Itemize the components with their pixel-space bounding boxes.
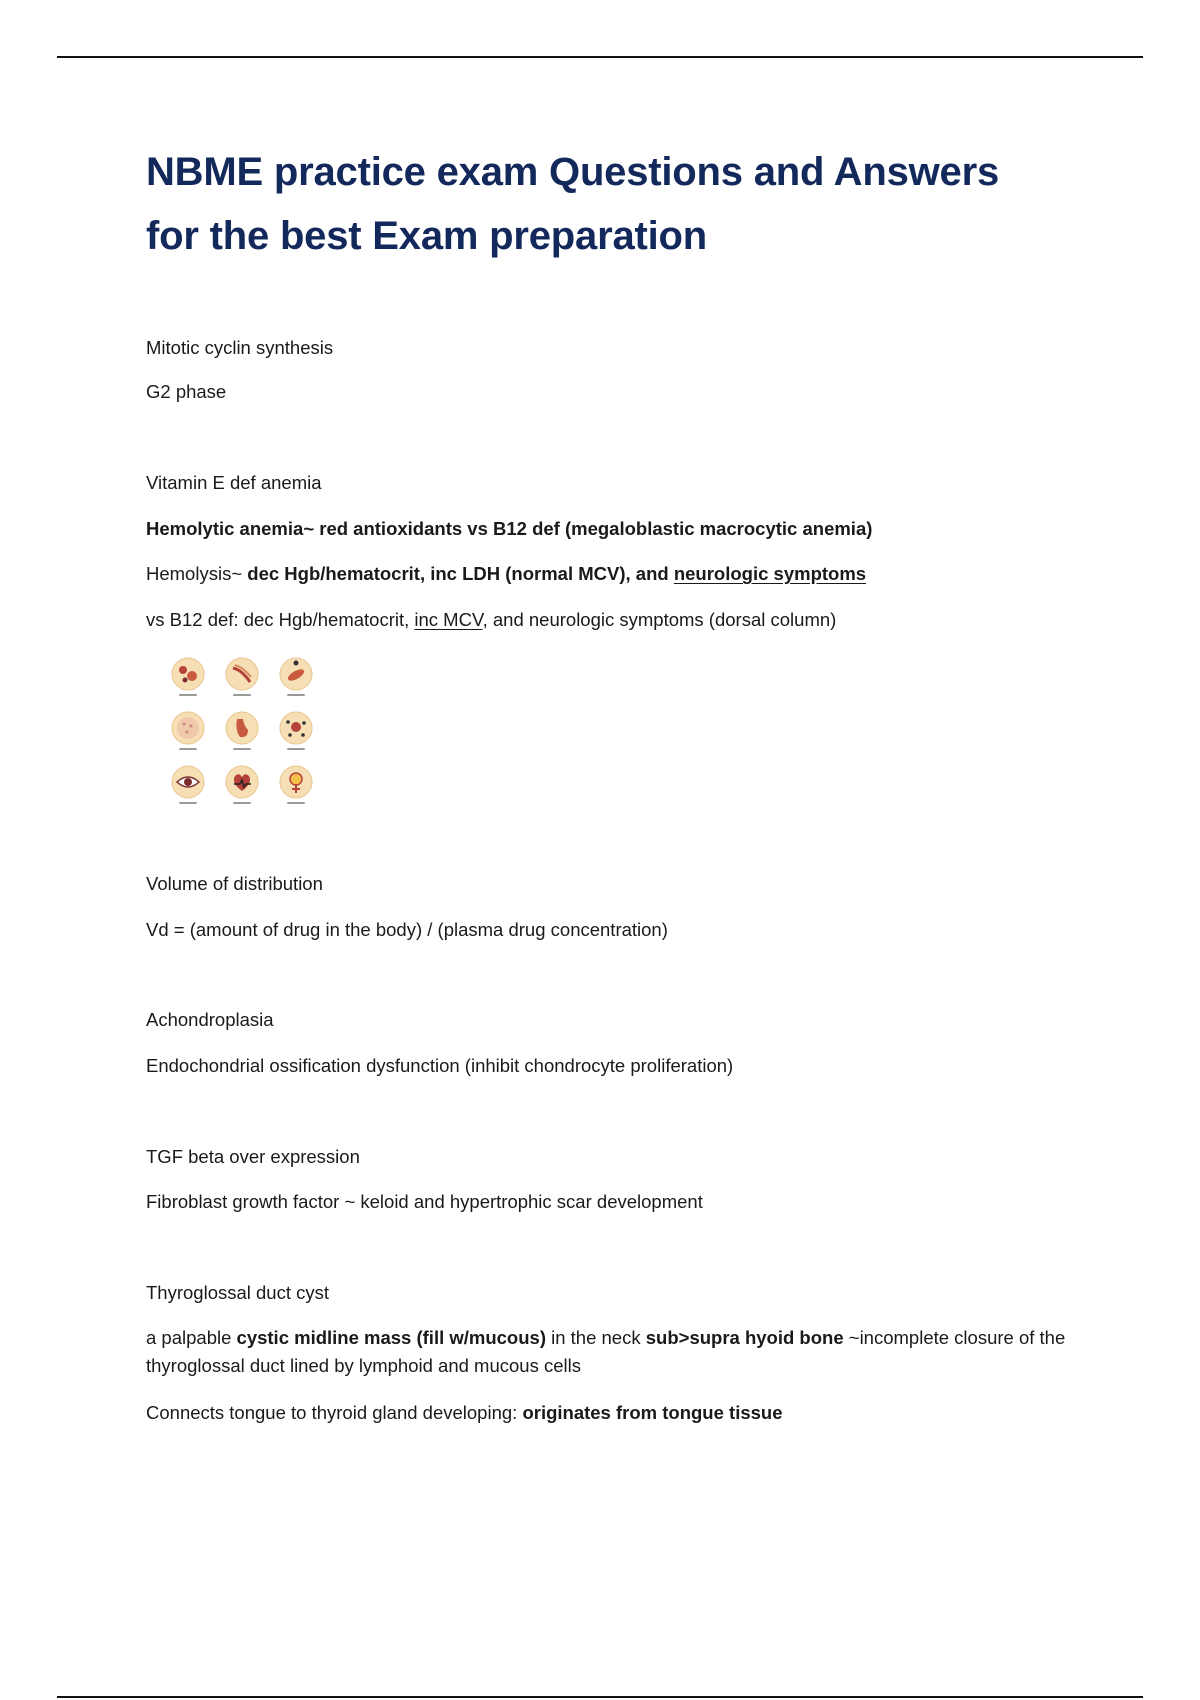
header-rule [57,56,1143,58]
title-line-1: NBME practice exam Questions and Answers [146,150,1000,194]
cells-icon [166,656,210,700]
heart-icon [220,764,264,808]
answer-2-line-2 [146,560,1106,588]
hair-icon [220,656,264,700]
answer-2-line-1: Hemolytic anemia~ red antioxidants vs B12 def (megaloblastic macrocytic anemia) [146,518,873,539]
question-6: Thyroglossal duct cyst [146,1282,330,1303]
footer-rule [57,1696,1143,1698]
cancer-icon [274,710,318,754]
answer-6-line-1-b: cystic midline mass (fill w/mucous) [236,1327,546,1348]
answer-2-line-2-a: Hemolysis~ [146,563,248,584]
question-2: Vitamin E def anemia [146,472,322,493]
answer-6-line-1-d: sub>supra hyoid bone [645,1327,844,1348]
answer-6-line-2-a: Connects tongue to thyroid gland developing: [146,1402,523,1423]
title-line-2: for the best Exam preparation [146,214,707,258]
skin-icon [166,710,210,754]
eye-icon [166,764,210,808]
answer-6-line-1-a: a palpable [146,1327,237,1348]
fertility-icon [274,764,318,808]
question-1: Mitotic cyclin synthesis [146,337,334,358]
answer-6-line-2 [146,1399,1106,1427]
organ-icon [220,710,264,754]
answer-2-line-3-c: , and neurologic symptoms (dorsal column) [482,609,837,630]
answer-2-line-3 [146,606,1106,634]
answer-2-line-3-b: inc MCV [414,609,483,630]
answer-4: Endochondrial ossification dysfunction (inhibit chondrocyte proliferation) [146,1055,734,1076]
question-5: TGF beta over expression [146,1146,360,1167]
illustration-icon-grid [166,656,318,808]
answer-6-line-1-e: ~incomplete closure of the thyroglossal duct lined by lymphoid and mucous cells [146,1327,1066,1376]
question-3: Volume of distribution [146,873,323,894]
answer-2-line-2-b: dec Hgb/hematocrit, inc LDH (normal MCV), and [247,563,674,584]
muscle-icon [274,656,318,700]
question-4: Achondroplasia [146,1009,274,1030]
answer-2-line-3-a: vs B12 def: dec Hgb/hematocrit, [146,609,415,630]
answer-1: G2 phase [146,381,227,402]
document-title [146,140,1106,268]
answer-2-line-2-c: neurologic symptoms [673,563,867,584]
answer-6-line-2-b: originates from tongue tissue [522,1402,783,1423]
answer-6-line-1-c: in the neck [545,1327,646,1348]
answer-5: Fibroblast growth factor ~ keloid and hypertrophic scar development [146,1191,703,1212]
answer-6-line-1 [146,1324,1106,1380]
answer-3: Vd = (amount of drug in the body) / (plasma drug concentration) [146,919,668,940]
document-body [146,140,1106,1423]
